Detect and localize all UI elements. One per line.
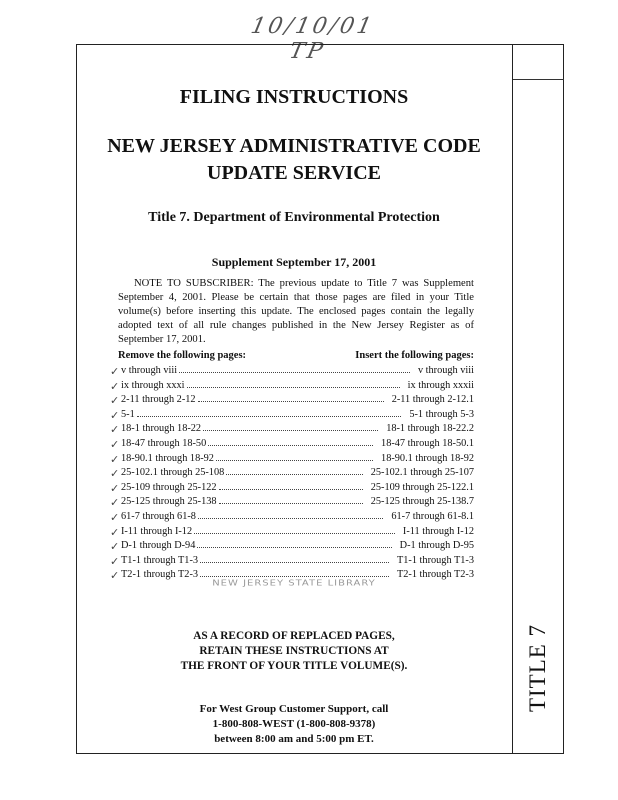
insert-pages: 25-125 through 25-138.7 [370,496,474,508]
table-row [110,452,474,468]
tab-divider [513,79,564,80]
tab-label: TITLE 7 [525,623,550,713]
remove-column-header: Remove the following pages: [118,350,247,361]
remove-pages: D-1 through D-94 [121,540,196,552]
remove-pages: 18-90.1 through 18-92 [121,452,214,464]
insert-pages: T2-1 through T2-3 [396,569,474,581]
check-mark-icon: ✓ [110,468,120,481]
insert-pages: v through viii [417,365,474,376]
remove-pages: T1-1 through T1-3 [121,554,199,566]
dot-leader [208,445,373,446]
check-mark-icon: ✓ [110,555,120,568]
check-mark-icon: ✓ [110,409,120,422]
dot-leader [137,416,402,417]
code-title [76,133,512,187]
code-title-line-2: UPDATE SERVICE [207,162,381,184]
check-mark-icon: ✓ [110,541,120,554]
remove-pages: 18-47 through 18-50 [121,437,207,449]
page-heading: FILING INSTRUCTIONS [179,86,409,108]
insert-pages: 18-90.1 through 18-92 [381,452,474,464]
table-row [110,408,474,424]
insert-column-header: Insert the following pages: [355,350,474,361]
insert-pages: 61-7 through 61-8.1 [391,510,474,522]
dot-leader [198,401,384,402]
handwritten-date-annotation: 10/10/01 TP [248,14,377,64]
table-row [110,437,474,453]
remove-pages: v through viii [121,365,178,376]
remove-pages: ix through xxxi [121,379,185,391]
title-line: Title 7. Department of Environmental Protection [148,210,440,225]
remove-pages: 61-7 through 61-8 [121,510,196,522]
code-title-line-1: NEW JERSEY ADMINISTRATIVE CODE [107,135,481,157]
table-row [110,525,474,541]
insert-pages: 2-11 through 2-12.1 [391,394,474,406]
dot-leader [216,460,373,461]
table-row [110,554,474,570]
table-row [110,467,474,482]
insert-pages: 25-102.1 through 25-107 [370,467,474,479]
remove-pages: 18-1 through 18-22 [121,423,202,435]
check-mark-icon: ✓ [110,438,120,451]
insert-pages: I-11 through I-12 [402,525,474,537]
insert-pages: T1-1 through T1-3 [396,554,474,566]
dot-leader [219,503,363,504]
insert-pages: 5-1 through 5-3 [409,408,474,420]
check-mark-icon: ✓ [110,380,120,393]
check-mark-icon: ✓ [110,526,120,539]
remove-pages: 25-125 through 25-138 [121,496,217,508]
check-mark-icon: ✓ [110,366,120,378]
support-line-1: For West Group Customer Support, call [199,703,389,715]
dot-leader [226,474,363,475]
column-headers [118,350,474,361]
remove-pages: 25-109 through 25-122 [121,481,217,493]
remove-pages: I-11 through I-12 [121,525,193,537]
check-mark-icon: ✓ [110,570,120,583]
check-mark-icon: ✓ [110,497,120,510]
check-mark-icon: ✓ [110,395,120,408]
table-row [110,379,474,395]
subscriber-note: NOTE TO SUBSCRIBER: The previous update to Title 7 was Supplement September 4, 2001. Please be certain that those pages are filed in your Title volume(s) before inserting this update. The enclosed pages contain the legally adopted text of all rule changes published in the New Jersey Register as of September 17, 2001. [118,278,474,345]
support-line-2: 1-800-808-WEST (1-800-808-9378) [212,718,376,730]
library-stamp: NEW JERSEY STATE LIBRARY [212,579,376,588]
table-row [110,394,474,409]
remove-pages: 2-11 through 2-12 [121,394,196,406]
remove-pages: 25-102.1 through 25-108 [121,467,225,479]
dot-leader [198,518,383,519]
table-row [110,481,474,497]
insert-pages: 18-47 through 18-50.1 [381,437,474,449]
table-row [110,365,474,380]
check-mark-icon: ✓ [110,424,120,437]
support-line-3: between 8:00 am and 5:00 pm ET. [214,733,374,745]
remove-pages: 5-1 [121,408,135,420]
check-mark-icon: ✓ [110,482,120,495]
dot-leader [200,576,389,577]
table-row [110,423,474,438]
record-line-2: RETAIN THESE INSTRUCTIONS AT [199,645,389,657]
remove-pages: T2-1 through T2-3 [121,569,199,581]
dot-leader [179,372,410,373]
dot-leader [187,387,400,388]
dot-leader [200,562,389,563]
insert-pages: 18-1 through 18-22.2 [386,423,474,435]
insert-pages: ix through xxxii [407,379,474,391]
check-mark-icon: ✓ [110,453,120,466]
insert-pages: 25-109 through 25-122.1 [370,481,474,493]
record-line-1: AS A RECORD OF REPLACED PAGES, [193,630,395,642]
table-row [110,510,474,526]
table-row [110,496,474,511]
check-mark-icon: ✓ [110,511,120,524]
dot-leader [219,489,363,490]
record-line-3: THE FRONT OF YOUR TITLE VOLUME(S). [180,660,408,672]
supplement-date: Supplement September 17, 2001 [211,255,377,269]
dot-leader [197,547,391,548]
page-list [110,365,474,584]
dot-leader [194,533,395,534]
insert-pages: D-1 through D-95 [399,540,474,552]
table-row [110,540,474,555]
dot-leader [203,430,378,431]
support-info [76,702,512,747]
record-notice [76,629,512,674]
